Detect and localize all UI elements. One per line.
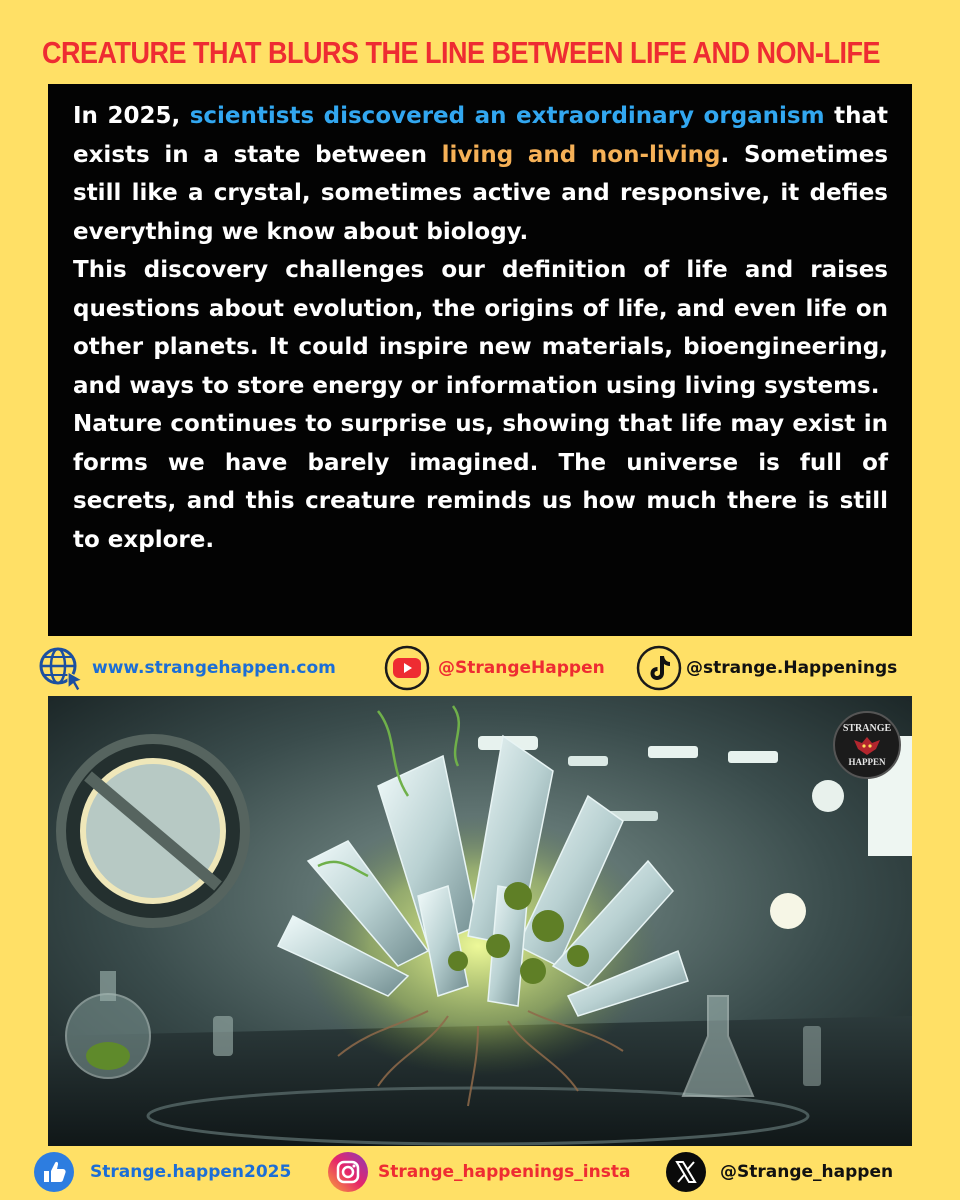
p1-intro: In 2025, [73,103,190,129]
p1-middle: that exists in a state between [73,103,888,168]
article-box [48,84,912,636]
social-links-top [0,644,960,692]
facebook-link[interactable] [32,1148,291,1196]
facebook-label: Strange.happen2025 [90,1162,292,1182]
strange-happen-logo [833,711,901,779]
social-links-bottom [0,1148,960,1196]
paragraph-3: Nature continues to surprise us, showing that life may exist in forms we have barely imagined. The universe is full of secrets, and this creature reminds us how much there is still to explore. [73,411,888,553]
p1-end: . Sometimes still like a crystal, sometimes active and responsive, it defies everything we know about biology. [73,141,889,245]
logo-text-bottom: HAPPEN [848,756,886,767]
page-title: CREATURE THAT BLURS THE LINE BETWEEN LIFE AND NON-LIFE [42,36,880,70]
x-icon [664,1150,708,1194]
instagram-label: Strange_happenings_insta [378,1162,631,1182]
p1-highlight-blue: scientists discovered an extraordinary organism [189,103,825,129]
tiktok-icon [636,645,682,691]
p1-highlight-orange: living and non-living [441,141,721,168]
x-label: @Strange_happen [720,1162,894,1182]
creature-emblem-icon [852,735,882,757]
crystal-creature-image [48,696,912,1146]
instagram-link[interactable] [326,1148,630,1196]
instagram-icon [326,1150,370,1194]
x-link[interactable] [664,1148,893,1196]
tiktok-label: @strange.Happenings [686,658,898,678]
website-label: www.strangehappen.com [92,658,336,678]
logo-text-top: STRANGE [842,722,892,734]
tiktok-link[interactable] [636,644,897,692]
globe-icon [36,644,86,692]
paragraph-1 [73,97,888,251]
youtube-link[interactable] [384,644,605,692]
paragraph-2: This discovery challenges our definition of life and raises questions about evolution, the origins of life, and even life on other planets. It could inspire new materials, bioengineering, and ways to store energy or information using living systems. [73,257,888,399]
crystal-creature-illustration [48,696,912,1146]
youtube-icon [384,645,430,691]
facebook-like-icon [32,1150,76,1194]
youtube-label: @StrangeHappen [438,658,605,678]
website-link[interactable] [36,644,336,692]
